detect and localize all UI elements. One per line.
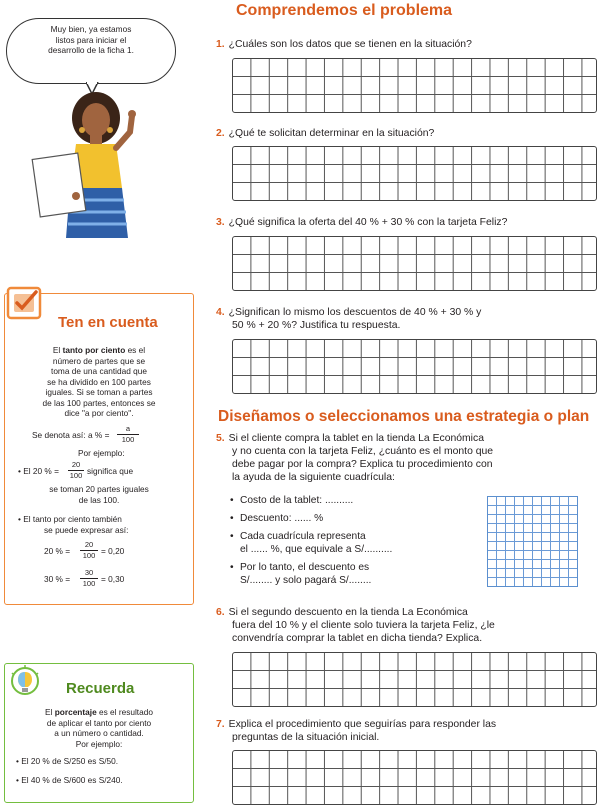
- question-4: 4. ¿Significan lo mismo los descuentos de 40 % + 30 % y 50 % + 20 %? Justifica tu respuesta.: [216, 307, 482, 331]
- answer-grid-q7[interactable]: [232, 750, 597, 805]
- example-right: significa que: [87, 466, 134, 476]
- bullet-list: • Costo de la tablet: .......... • Descuento: ...... % • Cada cuadrícula representa el ...... %, que equivale a S/.......... • Por lo tanto, el descuento es S/........ y solo pagará S/........: [230, 495, 393, 586]
- page-title: Comprendemos el problema: [236, 2, 453, 19]
- student-illustration: [26, 88, 146, 238]
- question-3: 3. ¿Qué significa la oferta del 40 % + 30 % con la tarjeta Feliz?: [216, 217, 508, 228]
- question-7: 7. Explica el procedimiento que seguirías para responder las preguntas de la situación inicial.: [216, 719, 497, 743]
- eq1-left: 20 % =: [44, 546, 71, 556]
- example-left: • El 20 % =: [18, 466, 59, 476]
- eq1-numerator: 20: [84, 540, 94, 549]
- ten-en-cuenta-title: Ten en cuenta: [58, 314, 158, 331]
- denote-formula-left: a % =: [88, 430, 110, 440]
- hundred-grid[interactable]: [487, 496, 578, 587]
- eq1-right: = 0,20: [101, 546, 125, 556]
- strategy-section-title: Diseñamos o seleccionamos una estrategia o plan: [218, 408, 590, 425]
- denote-numerator: a: [125, 424, 131, 433]
- checklist-icon: [2, 284, 52, 324]
- eq1-denominator: 100: [82, 551, 96, 560]
- question-5: 5. Si el cliente compra la tablet en la tienda La Económica y no cuenta con la tarjeta Feliz, ¿cuánto es el monto que debe pagar por la compra? Explica tu procedimiento con la ayuda de la siguiente cuadrícula:: [216, 433, 494, 483]
- denote-denominator: 100: [121, 435, 135, 444]
- eq2-denominator: 100: [82, 579, 96, 588]
- lightbulb-brain-icon: [6, 663, 44, 703]
- eq2-left: 30 % =: [44, 574, 71, 584]
- speech-bubble-text: Muy bien, ya estamos listos para iniciar el desarrollo de la ficha 1.: [48, 24, 134, 56]
- recuerda-item: • El 20 % de S/250 es S/50.: [16, 756, 119, 766]
- recuerda-title: Recuerda: [66, 680, 135, 697]
- question-6: 6. Si el segundo descuento en la tienda La Económica fuera del 10 % y el cliente solo tuviera la tarjeta Feliz, ¿le convendría comprar la tablet en dicha tienda? Explica.: [216, 607, 495, 644]
- eq2-numerator: 30: [84, 568, 94, 577]
- recuerda-item: • El 40 % de S/600 es S/240.: [16, 775, 123, 785]
- question-1: 1. ¿Cuáles son los datos que se tienen en la situación?: [216, 39, 472, 50]
- example-numerator: 20: [71, 460, 81, 469]
- decimal-intro: • El tanto por ciento también se puede expresar así:: [18, 514, 129, 535]
- answer-grid-q1[interactable]: [232, 58, 597, 113]
- answer-grid-q2[interactable]: [232, 146, 597, 201]
- answer-grid-q4[interactable]: [232, 339, 597, 394]
- denote-label: Se denota así:: [32, 430, 86, 440]
- answer-grid-q6[interactable]: [232, 652, 597, 707]
- example-label: Por ejemplo:: [78, 448, 125, 458]
- recuerda-definition: El porcentaje es el resultado de aplicar el tanto por ciento a un número o cantidad. Por ejemplo:: [45, 707, 153, 749]
- answer-grid-q3[interactable]: [232, 236, 597, 291]
- question-2: 2. ¿Qué te solicitan determinar en la situación?: [216, 128, 435, 139]
- eq2-right: = 0,30: [101, 574, 125, 584]
- ten-en-cuenta-definition: El tanto por ciento es el número de partes que se toma de una cantidad que se ha dividido en 100 partes iguales. Si se toman a partes de las 100 partes, entonces se dice "a por ciento".: [42, 345, 156, 418]
- example-denominator: 100: [69, 471, 83, 480]
- example-explanation: se toman 20 partes iguales de las 100.: [49, 484, 149, 505]
